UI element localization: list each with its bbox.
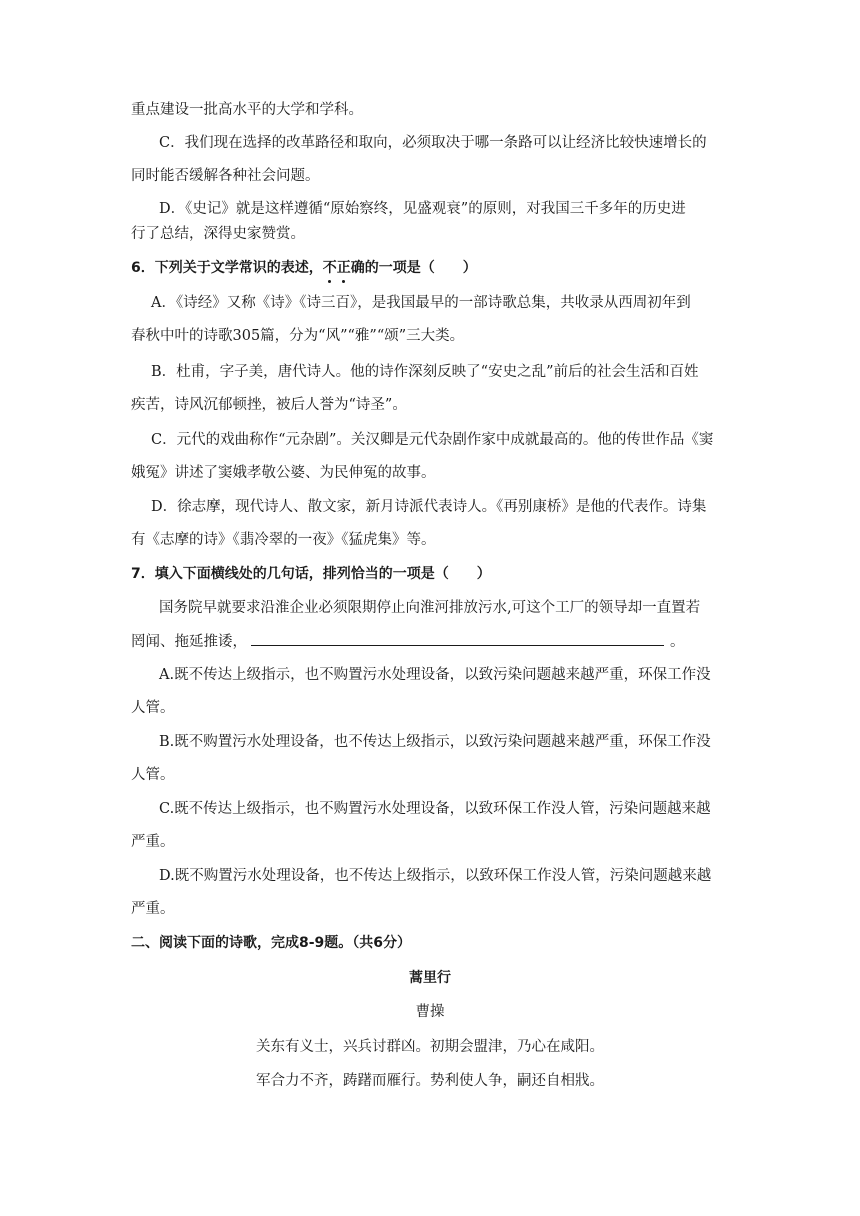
poem-author: 曹操: [415, 1004, 445, 1020]
q7-option-b-line2: 人管。: [131, 767, 175, 783]
q7-option-d-line1: D.既不购置污水处理设备，也不传达上级指示，以致环保工作没人管，污染问题越来越: [159, 868, 712, 884]
poem-title: 蒿里行: [409, 970, 451, 986]
fill-in-blank[interactable]: [251, 631, 664, 646]
q6-option-a-line1: A．《诗经》又称《诗》《诗三百》，是我国最早的一部诗歌总集，共收录从西周初年到: [151, 295, 691, 311]
q6-stem: [131, 258, 477, 278]
q6-option-c-line1: C．元代的戏曲称作“元杂剧”。关汉卿是元代杂剧作家中成就最高的。他的传世作品《窦: [151, 432, 714, 448]
poem-line-2: 军合力不齐，踌躇而雁行。势利使人争，嗣还自相戕。: [256, 1073, 604, 1089]
q5-option-d-line2: 行了总结，深得史家赞赏。: [131, 226, 305, 242]
q7-option-b-line1: B.既不购置污水处理设备，也不传达上级指示，以致污染问题越来越严重，环保工作没: [159, 734, 711, 750]
q5-option-c-line2: 同时能否缓解各种社会问题。: [131, 168, 320, 184]
section2-heading: 二、阅读下面的诗歌，完成8-9题。（共6分）: [131, 935, 412, 951]
q6-option-d-line1: D．徐志摩，现代诗人、散文家，新月诗派代表诗人。《再别康桥》是他的代表作。诗集: [151, 499, 707, 515]
emphasis-dot-char: 正: [336, 260, 351, 276]
q7-option-c-line2: 严重。: [131, 834, 175, 850]
q7-passage-text: 罔闻、拖延推诿，: [131, 634, 247, 650]
q5-option-c-line1: C．我们现在选择的改革路径和取向，必须取决于哪一条路可以让经济比较快速增长的: [159, 135, 707, 151]
q6-option-c-line2: 娥冤》讲述了窦娥孝敬公婆、为民伸冤的故事。: [131, 465, 436, 481]
q6-stem-post: 确的一项是（ ）: [350, 260, 477, 276]
q5-option-d-line1: D．《史记》就是这样遵循“原始察终，见盛观衰”的原则，对我国三千多年的历史进: [159, 201, 686, 217]
q7-option-c-line1: C.既不传达上级指示，也不购置污水处理设备，以致环保工作没人管，污染问题越来越: [159, 801, 711, 817]
q6-option-b-line2: 疾苦，诗风沉郁顿挫，被后人誉为“诗圣”。: [131, 397, 407, 413]
poem-line-1: 关东有义士，兴兵讨群凶。初期会盟津，乃心在咸阳。: [256, 1039, 604, 1055]
emphasis-dot-char: 不: [322, 260, 337, 276]
q7-option-a-line2: 人管。: [131, 700, 175, 716]
q6-option-d-line2: 有《志摩的诗》《翡冷翠的一夜》《猛虎集》等。: [131, 532, 436, 548]
q7-passage-end: 。: [670, 634, 685, 650]
q6-option-b-line1: B．杜甫，字子美，唐代诗人。他的诗作深刻反映了“安史之乱”前后的社会生活和百姓: [151, 364, 699, 380]
q7-passage-line2: [131, 631, 685, 652]
q7-passage-line1: 国务院早就要求沿淮企业必须限期停止向淮河排放污水,可这个工厂的领导却一直置若: [159, 600, 701, 616]
q6-option-a-line2: 春秋中叶的诗歌305篇，分为“风”“雅”“颂”三大类。: [131, 328, 465, 344]
q7-stem: 7．填入下面横线处的几句话，排列恰当的一项是（ ）: [131, 566, 491, 582]
q5-option-b-continuation: 重点建设一批高水平的大学和学科。: [131, 102, 363, 118]
q7-option-a-line1: A.既不传达上级指示，也不购置污水处理设备，以致污染问题越来越严重，环保工作没: [159, 667, 711, 683]
q7-option-d-line2: 严重。: [131, 901, 175, 917]
q6-stem-pre: 6．下列关于文学常识的表述，: [131, 260, 323, 276]
